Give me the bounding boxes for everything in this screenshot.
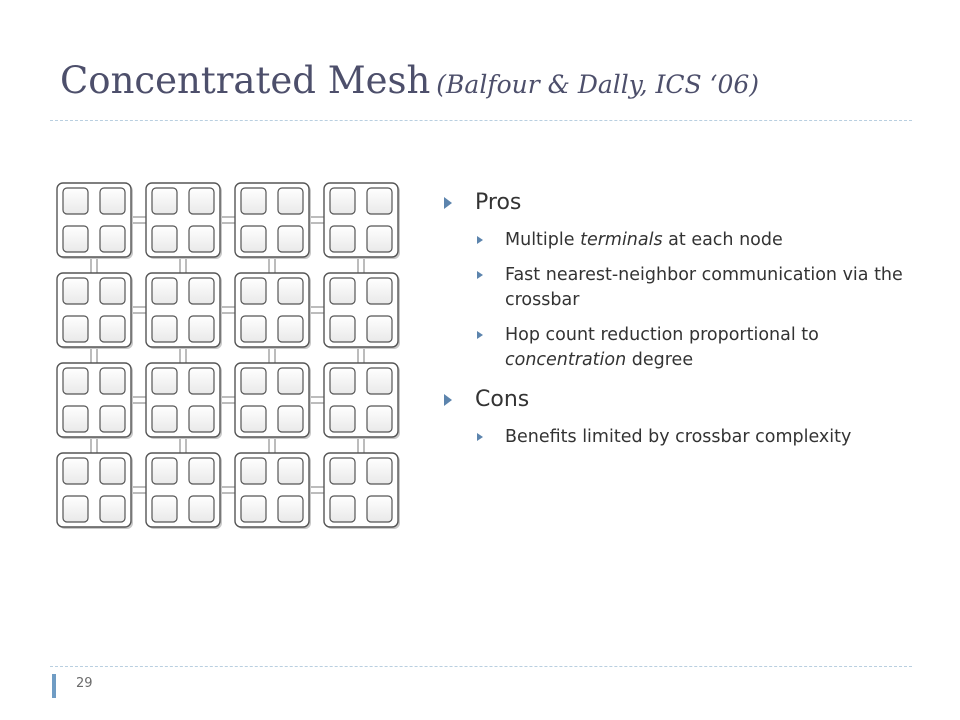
terminal-box	[367, 458, 392, 484]
terminal-box	[367, 226, 392, 252]
pros-item	[440, 263, 920, 313]
bullet-arrow-icon	[477, 236, 483, 244]
terminal-box	[330, 188, 355, 214]
terminal-box	[330, 496, 355, 522]
mesh-node	[235, 183, 311, 259]
terminal-box	[241, 458, 266, 484]
terminal-box	[367, 406, 392, 432]
page-number: 29	[76, 676, 93, 691]
terminal-box	[189, 406, 214, 432]
mesh-node	[146, 363, 222, 439]
terminal-box	[241, 406, 266, 432]
mesh-node	[324, 363, 400, 439]
pros-heading-label: Pros	[475, 190, 522, 215]
bullet-list	[440, 188, 920, 450]
mesh-node	[235, 273, 311, 349]
mesh-node	[235, 453, 311, 529]
title-divider	[50, 120, 912, 121]
terminal-box	[241, 278, 266, 304]
terminal-box	[241, 496, 266, 522]
terminal-box	[152, 406, 177, 432]
mesh-node	[146, 273, 222, 349]
pros-item-text: degree	[626, 350, 694, 370]
mesh-node	[324, 183, 400, 259]
terminal-box	[367, 316, 392, 342]
bullet-arrow-icon	[477, 331, 483, 339]
terminal-box	[330, 368, 355, 394]
terminal-box	[241, 226, 266, 252]
mesh-node	[146, 453, 222, 529]
pros-item-text: Multiple	[505, 230, 581, 250]
pros-item-text: at each node	[662, 230, 783, 250]
terminal-box	[367, 278, 392, 304]
footer-accent-bar	[52, 674, 56, 698]
pros-item-text: Fast nearest-neighbor communication via the crossbar	[505, 265, 903, 310]
terminal-box	[100, 226, 125, 252]
terminal-box	[278, 496, 303, 522]
terminal-box	[100, 406, 125, 432]
terminal-box	[278, 226, 303, 252]
terminal-box	[278, 188, 303, 214]
bullet-arrow-icon	[444, 394, 452, 406]
terminal-box	[189, 278, 214, 304]
terminal-box	[241, 188, 266, 214]
terminal-box	[152, 278, 177, 304]
pros-item	[440, 228, 920, 253]
terminal-box	[278, 458, 303, 484]
mesh-links	[91, 217, 364, 493]
terminal-box	[189, 458, 214, 484]
terminal-box	[241, 368, 266, 394]
pros-item-emphasis: terminals	[580, 230, 663, 250]
mesh-node	[324, 273, 400, 349]
terminal-box	[100, 368, 125, 394]
terminal-box	[330, 458, 355, 484]
terminal-box	[100, 458, 125, 484]
terminal-box	[189, 188, 214, 214]
terminal-box	[63, 458, 88, 484]
mesh-node	[57, 363, 133, 439]
terminal-box	[63, 368, 88, 394]
mesh-node	[57, 273, 133, 349]
terminal-box	[278, 316, 303, 342]
title-main: Concentrated Mesh	[60, 59, 431, 102]
terminal-box	[189, 496, 214, 522]
terminal-box	[278, 278, 303, 304]
terminal-box	[189, 368, 214, 394]
terminal-box	[152, 458, 177, 484]
footer-divider	[50, 666, 912, 667]
bullet-arrow-icon	[444, 197, 452, 209]
terminal-box	[367, 368, 392, 394]
pros-item-emphasis: concentration	[505, 350, 627, 370]
terminal-box	[152, 188, 177, 214]
terminal-box	[152, 496, 177, 522]
terminal-box	[63, 406, 88, 432]
pros-item-text: Hop count reduction proportional to	[505, 325, 819, 345]
terminal-box	[330, 278, 355, 304]
terminal-box	[100, 278, 125, 304]
terminal-box	[278, 368, 303, 394]
terminal-box	[152, 226, 177, 252]
terminal-box	[367, 496, 392, 522]
mesh-node	[57, 183, 133, 259]
terminal-box	[152, 316, 177, 342]
terminal-box	[330, 406, 355, 432]
terminal-box	[63, 188, 88, 214]
terminal-box	[63, 226, 88, 252]
terminal-box	[152, 368, 177, 394]
terminal-box	[241, 316, 266, 342]
cons-heading-label: Cons	[475, 387, 530, 412]
terminal-box	[189, 226, 214, 252]
title-citation: (Balfour & Dally, ICS ‘06)	[436, 70, 760, 99]
cons-item-text: Benefits limited by crossbar complexity	[505, 427, 852, 447]
cons-item	[440, 425, 920, 450]
mesh-node	[57, 453, 133, 529]
terminal-box	[100, 316, 125, 342]
terminal-box	[278, 406, 303, 432]
concentrated-mesh-diagram	[50, 176, 420, 536]
mesh-node	[235, 363, 311, 439]
cons-heading	[440, 385, 920, 415]
terminal-box	[63, 278, 88, 304]
terminal-box	[367, 188, 392, 214]
mesh-nodes	[57, 183, 400, 529]
mesh-node	[324, 453, 400, 529]
pros-item	[440, 323, 920, 373]
bullet-arrow-icon	[477, 271, 483, 279]
terminal-box	[63, 496, 88, 522]
bullet-arrow-icon	[477, 433, 483, 441]
mesh-node	[146, 183, 222, 259]
pros-heading	[440, 188, 920, 218]
terminal-box	[189, 316, 214, 342]
terminal-box	[330, 226, 355, 252]
slide-title	[60, 59, 760, 102]
terminal-box	[63, 316, 88, 342]
terminal-box	[100, 188, 125, 214]
terminal-box	[330, 316, 355, 342]
terminal-box	[100, 496, 125, 522]
